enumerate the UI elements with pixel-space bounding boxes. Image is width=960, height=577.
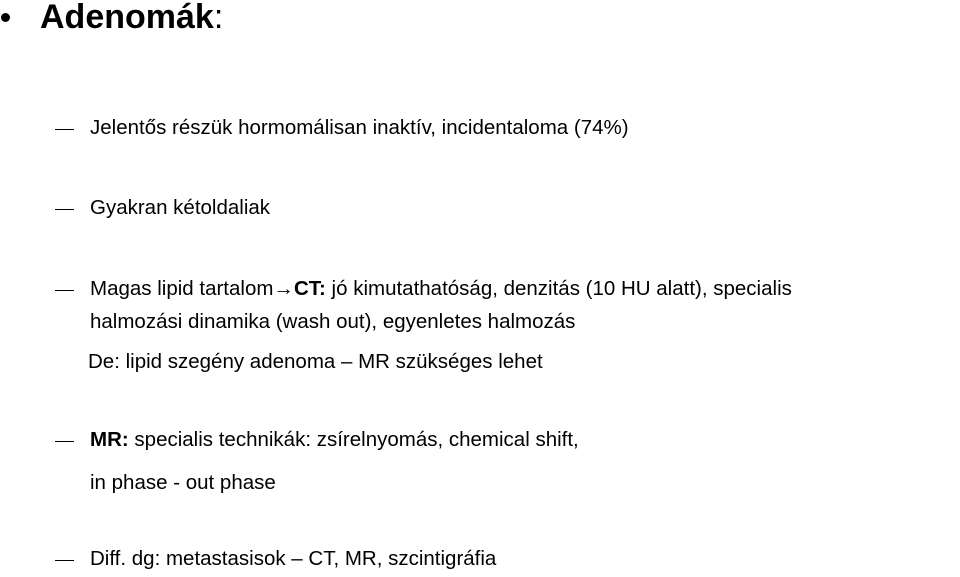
arrow-right-icon: → [273, 277, 294, 300]
dash-icon [55, 560, 74, 561]
dash-icon [55, 209, 74, 210]
ct-label: CT: [293, 277, 326, 300]
list-item-text: Gyakran kétoldaliak [90, 196, 271, 219]
bullet-icon [1, 13, 10, 22]
title-colon: : [213, 0, 224, 36]
list-item-text: Jelentős részük hormomálisan inaktív, incidentaloma (74%) [90, 116, 629, 139]
page-title [40, 0, 223, 37]
list-item-text-line2: halmozási dinamika (wash out), egyenletes halmozás [90, 310, 576, 333]
mr-text: specialis technikák: zsírelnyomás, chemical shift, [128, 428, 579, 451]
list-item-text [90, 427, 579, 453]
ct-text: jó kimutathatóság, denzitás (10 HU alatt), specialis [325, 277, 792, 300]
lipid-text: Magas lipid tartalom [90, 277, 274, 300]
dash-icon [55, 290, 74, 291]
list-item-text-line3: De: lipid szegény adenoma – MR szükséges lehet [88, 350, 543, 373]
list-item-text-line2: in phase - out phase [90, 471, 276, 494]
mr-label: MR: [90, 428, 129, 451]
title-text: Adenomák [40, 0, 214, 36]
list-item-text [90, 276, 792, 302]
list-item-text: Diff. dg: metastasisok – CT, MR, szcintigráfia [90, 547, 497, 570]
dash-icon [55, 441, 74, 442]
dash-icon [55, 129, 74, 130]
